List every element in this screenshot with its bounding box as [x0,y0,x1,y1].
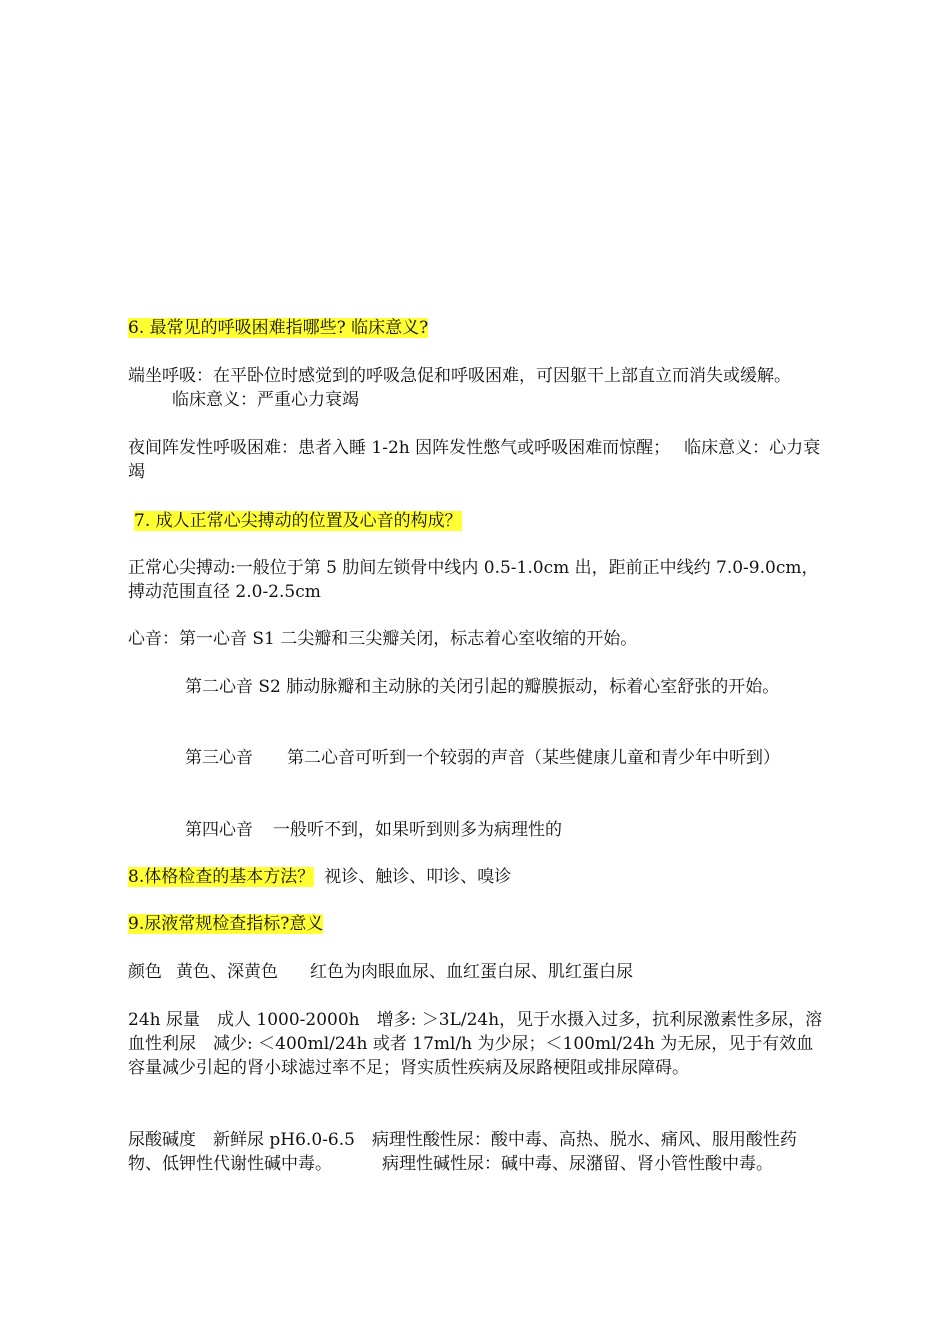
question-8-heading: 8.体格检查的基本方法？ [128,867,315,887]
urine-color-line: 颜色 黄色、深黄色 红色为肉眼血尿、血红蛋白尿、肌红蛋白尿 [128,962,633,982]
question-6-heading [128,316,828,340]
highlight: 6. 最常见的呼吸困难指哪些? 临床意义? [128,318,429,338]
highlight: 9.尿液常规检查指标?意义 [128,914,324,934]
highlight: 7. 成人正常心尖搏动的位置及心音的构成？ [134,511,462,531]
s2-paragraph: 第二心音 S2 肺动脉瓣和主动脉的关闭引起的瓣膜振动，标着心室舒张的开始。 [185,677,780,697]
apex-beat-paragraph: 正常心尖搏动:一般位于第 5 肋间左锁骨中线内 0.5-1.0cm 出，距前正中线约 7.0-9.0cm，搏动范围直径 2.0-2.5cm [128,558,819,602]
pnd-paragraph: 夜间阵发性呼吸困难：患者入睡 1-2h 因阵发性憋气或呼吸困难而惊醒； 临床意义：心力衰竭 [128,438,821,482]
question-8-line [128,865,828,889]
s4-paragraph: 第四心音 一般听不到，如果听到则多为病理性的 [185,820,562,840]
urine-ph-paragraph: 尿酸碱度 新鲜尿 pH6.0-6.5 病理性酸性尿：酸中毒、高热、脱水、痛风、服用酸性药物、低钾性代谢性碱中毒。 病理性碱性尿：碱中毒、尿潴留、肾小管性酸中毒。 [128,1130,797,1174]
urine-volume-paragraph: 24h 尿量 成人 1000-2000h 增多: ＞3L/24h，见于水摄入过多，抗利尿激素性多尿，溶血性利尿 减少: ＜400ml/24h 或者 17ml/h 为少尿；＜100ml/24h 为无尿，见于有效血容量减少引起的肾小球滤过率不足；肾实质性疾病及尿路梗阻或排尿障碍。 [128,1010,823,1078]
question-9-heading [128,912,828,936]
question-8-answer: 视诊、触诊、叩诊、嗅诊 [324,867,512,887]
s3-paragraph: 第三心音 第二心音可听到一个较弱的声音（某些健康儿童和青少年中听到） [185,748,780,768]
orthopnea-paragraph: 端坐呼吸：在平卧位时感觉到的呼吸急促和呼吸困难，可因躯干上部直立而消失或缓解。临床意义：严重心力衰竭 [128,366,791,410]
question-7-heading [134,509,834,533]
s1-paragraph: 心音：第一心音 S1 二尖瓣和三尖瓣关闭，标志着心室收缩的开始。 [128,629,638,649]
